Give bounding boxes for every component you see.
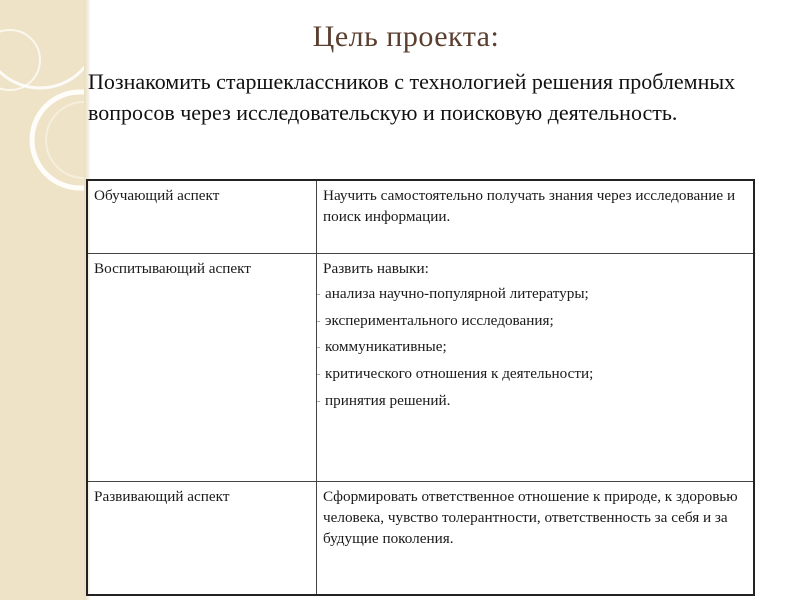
list-item: экспериментального исследования; [323, 310, 747, 331]
aspect-description [317, 254, 755, 482]
aspect-label: Обучающий аспект [87, 180, 317, 254]
table-row [87, 254, 754, 482]
slide-title: Цель проекта: [312, 20, 500, 53]
skills-list [323, 283, 747, 411]
aspect-description: Научить самостоятельно получать знания через исследование и поиск информации. [317, 180, 755, 254]
goal-text: Познакомить старшеклассников с технологией решения проблемных вопросов через исследовательскую и поисковую деятельность. [88, 69, 736, 125]
list-item: анализа научно-популярной литературы; [323, 283, 747, 304]
aspect-description: Сформировать ответственное отношение к природе, к здоровью человека, чувство толерантности, ответственность за себя и за будущие поколения. [317, 482, 755, 596]
table-row [87, 482, 754, 596]
table-row [87, 180, 754, 254]
aspect-label: Развивающий аспект [87, 482, 317, 596]
decorative-side-band [0, 0, 84, 600]
list-item: принятия решений. [323, 390, 747, 411]
skills-intro: Развить навыки: [323, 260, 429, 277]
decorative-circles [0, 0, 84, 600]
aspect-label: Воспитывающий аспект [87, 254, 317, 482]
aspects-table [86, 179, 755, 596]
list-item: критического отношения к деятельности; [323, 363, 747, 384]
list-item: коммуникативные; [323, 336, 747, 357]
